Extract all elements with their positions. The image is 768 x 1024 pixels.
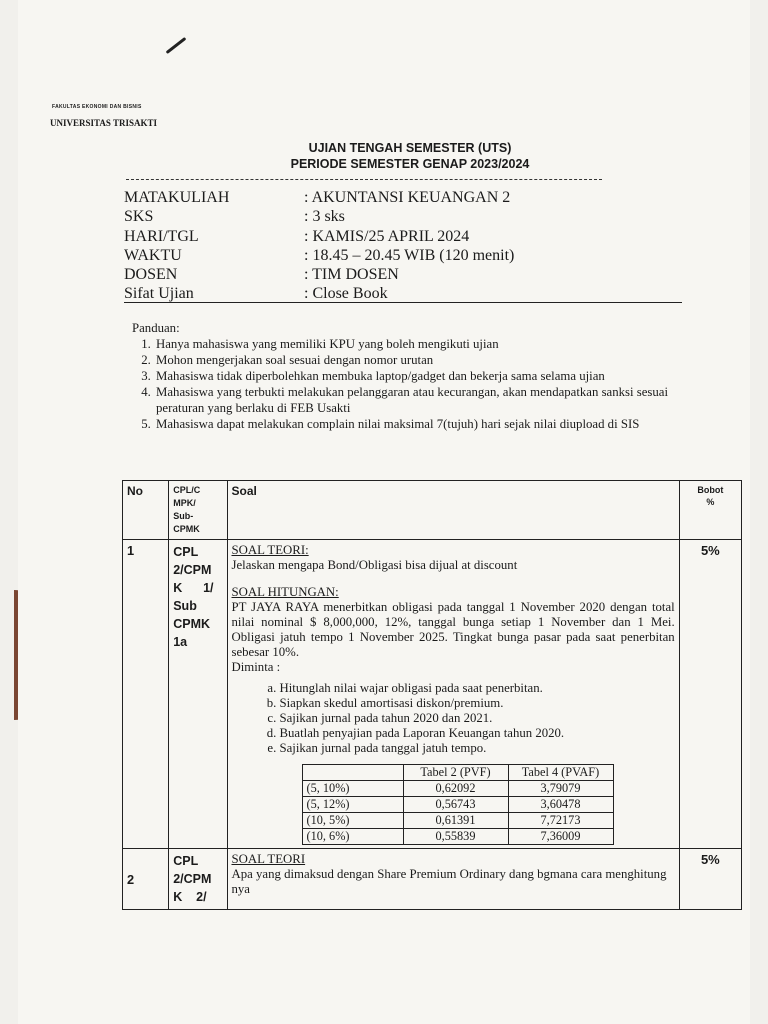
cpl-line: K 2/ <box>173 890 207 904</box>
info-value: : 18.45 – 20.45 WIB (120 menit) <box>304 246 515 264</box>
factor-cell: 3,60478 <box>508 797 613 813</box>
cpl-line: Sub <box>173 599 197 613</box>
cpl-line: 2/CPM <box>173 563 212 577</box>
question-weight: 5% <box>679 849 741 910</box>
task-item: a. Hitunglah nilai wajar obligasi pada saat penerbitan. <box>280 681 675 696</box>
solid-divider <box>124 302 682 303</box>
question-number: 2 <box>123 849 169 910</box>
factor-cell: (5, 10%) <box>302 781 403 797</box>
info-value: : KAMIS/25 APRIL 2024 <box>304 227 470 245</box>
header-cpl <box>169 481 227 540</box>
calc-heading: SOAL HITUNGAN: <box>231 585 339 599</box>
guideline-item: 2. Mohon mengerjakan soal sesuai dengan nomor urutan <box>154 352 692 368</box>
header-soal: Soal <box>227 481 679 540</box>
info-row <box>124 227 514 246</box>
asked-label: Diminta : <box>231 660 281 674</box>
guidelines <box>132 320 692 432</box>
factor-header: Tabel 4 (PVAF) <box>508 765 613 781</box>
question-row <box>123 849 742 910</box>
factor-cell: 3,79079 <box>508 781 613 797</box>
task-item: e. Sajikan jurnal pada tanggal jatuh tempo. <box>280 741 675 756</box>
question-row <box>123 540 742 849</box>
guidelines-list <box>132 336 692 432</box>
factor-cell: 0,56743 <box>403 797 508 813</box>
question-number: 1 <box>123 540 169 849</box>
header-cpl-line: CPMK <box>173 524 200 534</box>
theory-text: Apa yang dimaksud dengan Share Premium Ordinary dang bgmana cara menghitung nya <box>231 867 667 896</box>
info-row <box>124 265 514 284</box>
factor-cell: 0,55839 <box>403 829 508 845</box>
header-cpl-line: Sub- <box>173 511 194 521</box>
question-cpl <box>169 849 227 910</box>
info-value: : 3 sks <box>304 208 345 226</box>
factor-header: Tabel 2 (PVF) <box>403 765 508 781</box>
info-label: MATAKULIAH <box>124 189 230 206</box>
info-value: : TIM DOSEN <box>304 266 399 284</box>
task-item: d. Buatlah penyajian pada Laporan Keuangan tahun 2020. <box>280 726 675 741</box>
header-cpl-line: CPL/C <box>173 485 201 495</box>
info-label: DOSEN <box>124 266 178 284</box>
info-value: : Close Book <box>304 285 388 303</box>
guidelines-title: Panduan: <box>132 321 180 335</box>
header-cpl-line: MPK/ <box>173 498 196 508</box>
pen-mark <box>166 37 187 54</box>
guideline-item: 3. Mahasiswa tidak diperbolehkan membuka laptop/gadget dan bekerja sama selama ujian <box>154 368 692 384</box>
cpl-line: K 1/ <box>173 581 214 595</box>
info-row <box>124 188 514 207</box>
factor-header-row <box>302 765 613 781</box>
cpl-line: CPMK <box>173 617 211 631</box>
info-label: HARI/TGL <box>124 227 199 245</box>
questions-table <box>122 480 742 910</box>
info-label: Sifat Ujian <box>124 285 194 303</box>
info-row <box>124 284 514 303</box>
dashed-divider <box>126 179 602 180</box>
info-row <box>124 207 514 226</box>
question-cpl <box>169 540 227 849</box>
cpl-line: CPL <box>173 854 199 868</box>
factor-cell: 0,62092 <box>403 781 508 797</box>
factor-row <box>302 813 613 829</box>
course-info <box>124 188 514 304</box>
exam-title: UJIAN TENGAH SEMESTER (UTS) <box>308 141 512 155</box>
exam-period: PERIODE SEMESTER GENAP 2023/2024 <box>290 157 530 171</box>
exam-title-block <box>260 140 560 172</box>
factor-cell: 7,36009 <box>508 829 613 845</box>
header-bobot-line: Bobot <box>697 485 724 495</box>
task-item: c. Sajikan jurnal pada tahun 2020 dan 2021. <box>280 711 675 726</box>
guideline-item: 5. Mahasiswa dapat melakukan complain nilai maksimal 7(tujuh) hari sejak nilai diupload di SIS <box>154 416 692 432</box>
factor-row <box>302 797 613 813</box>
guideline-item: 1. Hanya mahasiswa yang memiliki KPU yang boleh mengikuti ujian <box>154 336 692 352</box>
factor-cell: (10, 6%) <box>302 829 403 845</box>
factor-cell: (5, 12%) <box>302 797 403 813</box>
task-item: b. Siapkan skedul amortisasi diskon/premium. <box>280 696 675 711</box>
info-label: SKS <box>124 208 154 226</box>
info-label: WAKTU <box>124 246 182 264</box>
info-value: : AKUNTANSI KEUANGAN 2 <box>304 189 511 206</box>
info-row <box>124 246 514 265</box>
factor-cell: 0,61391 <box>403 813 508 829</box>
factor-row <box>302 781 613 797</box>
theory-text: Jelaskan mengapa Bond/Obligasi bisa dijual at discount <box>231 558 518 572</box>
question-weight: 5% <box>679 540 741 849</box>
table-header-row <box>123 481 742 540</box>
cpl-line: 2/CPM <box>173 872 212 886</box>
factor-cell: (10, 5%) <box>302 813 403 829</box>
header-bobot <box>679 481 741 540</box>
factor-cell: 7,72173 <box>508 813 613 829</box>
cpl-line: 1a <box>173 635 188 649</box>
factor-table <box>302 764 614 845</box>
question-body <box>227 540 679 849</box>
header-bobot-line: % <box>706 497 715 507</box>
faculty-name: FAKULTAS EKONOMI DAN BISNIS <box>52 104 142 110</box>
factor-header <box>302 765 403 781</box>
header-no: No <box>123 481 169 540</box>
cpl-line: CPL <box>173 545 199 559</box>
question-body <box>227 849 679 910</box>
theory-heading: SOAL TEORI: <box>231 543 309 557</box>
factor-row <box>302 829 613 845</box>
calc-text: PT JAYA RAYA menerbitkan obligasi pada tanggal 1 November 2020 dengan total nilai nominal $ 8,000,000, 12%, tanggal bunga setiap 1 November dan 1 Mei. Obligasi jatuh tempo 1 November 2025. Tingkat bunga pasar pada saat penerbitan sebesar 10%. <box>231 600 675 659</box>
theory-heading: SOAL TEORI <box>231 852 306 866</box>
university-name: UNIVERSITAS TRISAKTI <box>50 118 157 128</box>
tasks-list <box>232 681 675 756</box>
guideline-item: 4. Mahasiswa yang terbukti melakukan pelanggaran atau kecurangan, akan mendapatkan sanksi sesuai peraturan yang berlaku di FEB Usakti <box>154 384 692 416</box>
